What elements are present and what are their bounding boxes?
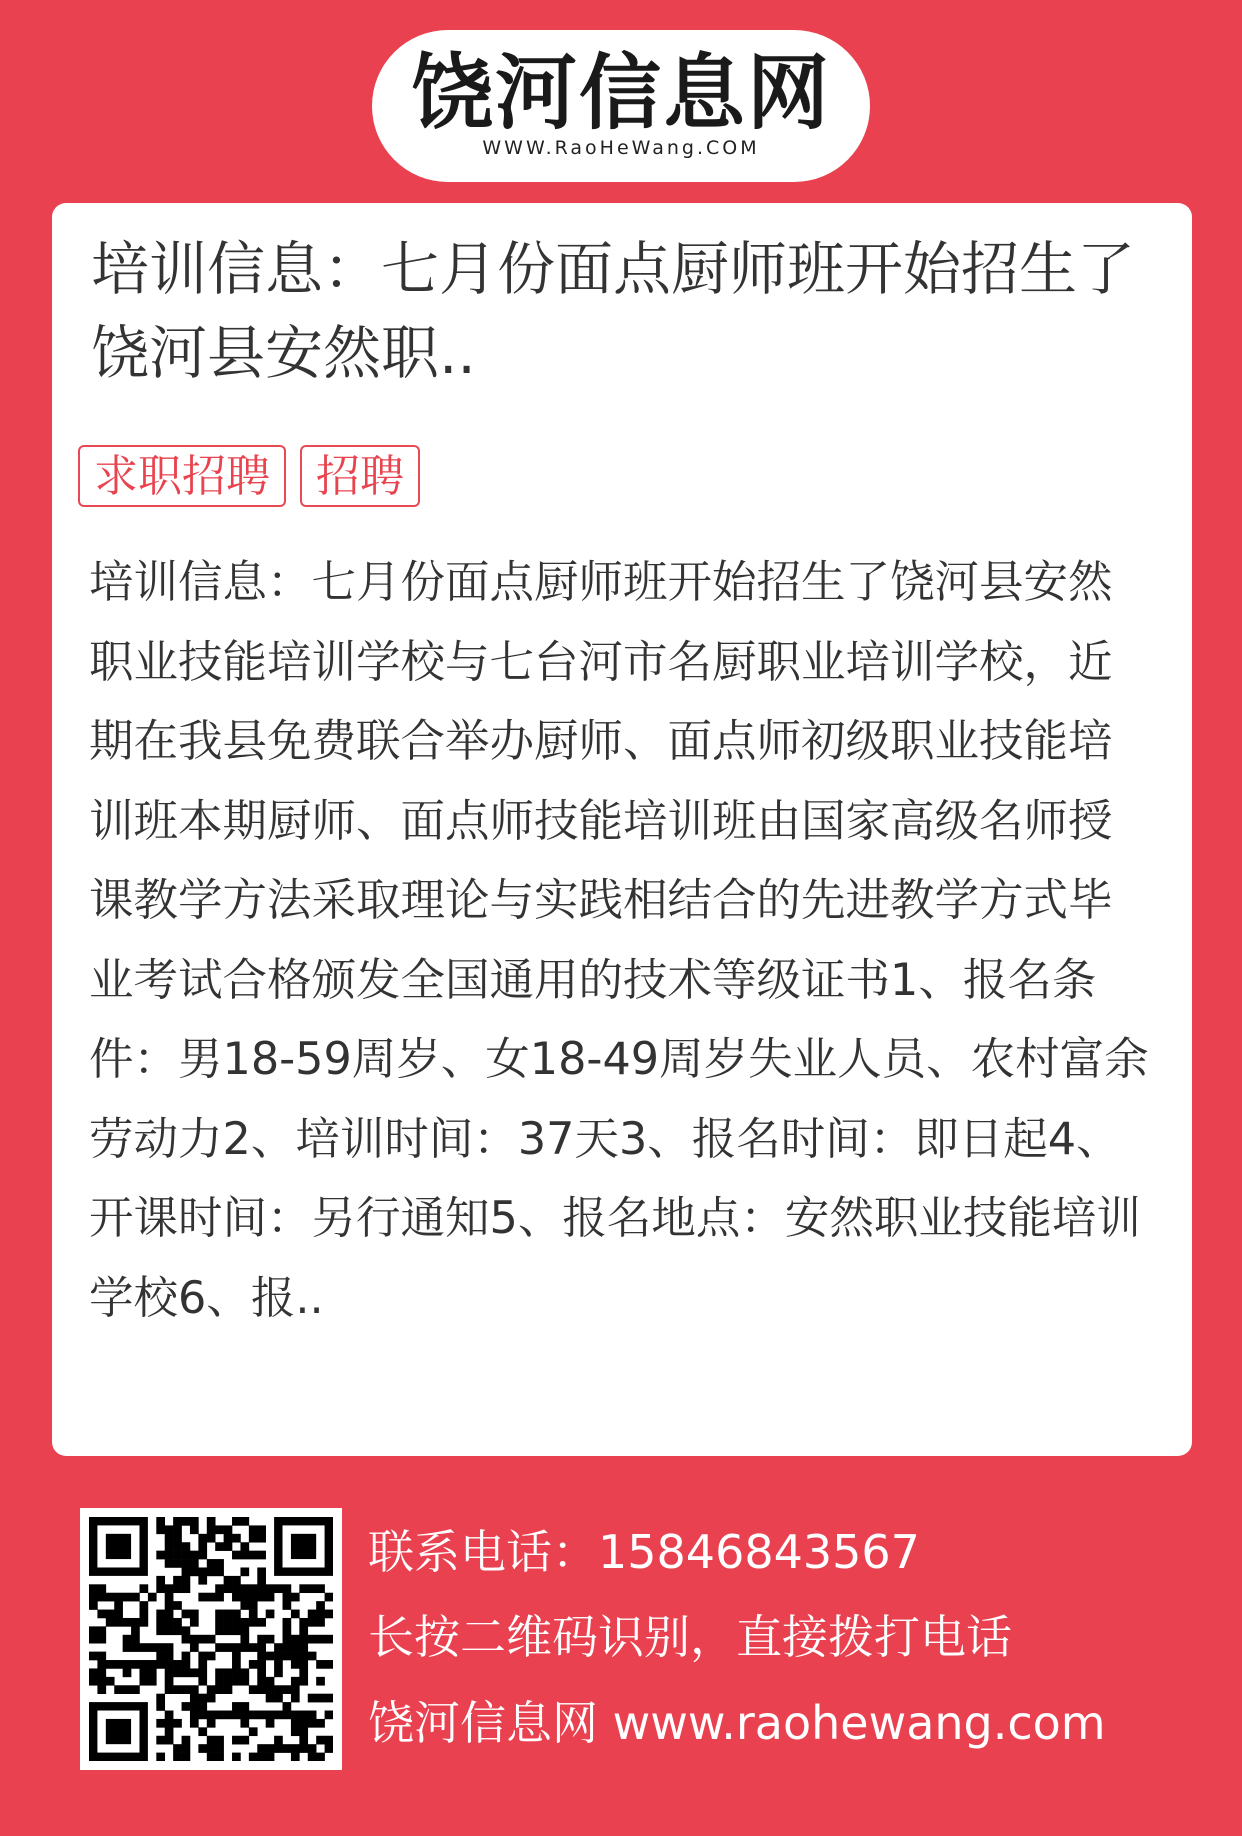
logo-url: WWW.RaoHeWang.COM xyxy=(482,137,760,159)
tag-recruitment[interactable]: 招聘 xyxy=(300,445,420,507)
post-title: 培训信息：七月份面点厨师班开始招生了饶河县安然职.. xyxy=(91,235,1136,387)
qr-code[interactable] xyxy=(80,1508,342,1770)
site-logo[interactable] xyxy=(372,30,870,182)
qr-hint: 长按二维码识别，直接拨打电话 xyxy=(368,1610,1012,1664)
post-body: 培训信息：七月份面点厨师班开始招生了饶河县安然职业技能培训学校与七台河市名厨职业培训学校，近期在我县免费联合举办厨师、面点师初级职业技能培训班本期厨师、面点师技能培训班由国家高级名师授课教学方法采取理论与实践相结合的先进教学方式毕业考试合格颁发全国通用的技术等级证书1、报名条件：男18-59周岁、女18-49周岁失业人员、农村富余劳动力2、培训时间：37天3、报名时间：即日起4、开课时间：另行通知5、报名地点：安然职业技能培训学校6、报.. xyxy=(89,557,1149,1324)
site-link[interactable]: 饶河信息网 www.raohewang.com xyxy=(368,1696,1106,1750)
post-card xyxy=(52,203,1192,1456)
tag-job-recruitment[interactable]: 求职招聘 xyxy=(78,445,286,507)
qr-code-icon xyxy=(89,1517,333,1761)
tag-list xyxy=(78,445,420,507)
contact-phone[interactable]: 联系电话：15846843567 xyxy=(368,1525,920,1579)
logo-title: 饶河信息网 xyxy=(410,46,831,141)
